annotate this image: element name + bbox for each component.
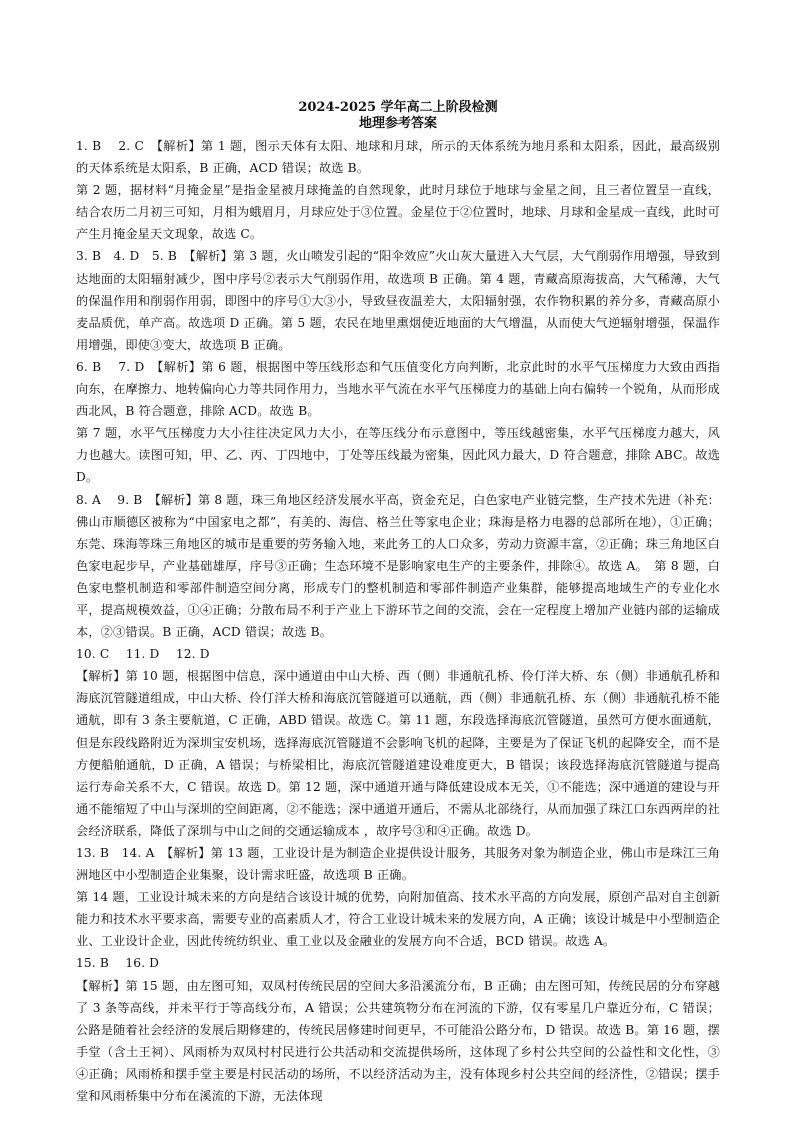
- paragraph: 8. A 9. B 【解析】第 8 题，珠三角地区经济发展水平高，资金充足，白色家电产业链完整，生产技术先进（补充：佛山市顺德区被称为“中国家电之都”，有美的、海信、格兰仕等家电企业；珠海是格力电器的总部所在地），①正确；东莞、珠海等珠三角地区的城市是重要的劳务输入地，来此务工的人口众多，劳动力资源丰富，②正确；珠三角地区白色家电起步早，产业基础雄厚，序号③正确；生态环境不是影响家电生产的主要条件，排除④。故选 A。 第 8 题，白色家电整机制造和零部件制造空间分离，形成专门的整机制造和零部件制造产业集群，能够提高地域生产的专业化水平，提高规模效益，①④正确；分散布局不利于产业上下游环节之间的交流，会在一定程度上增加产业链内部的运输成本，②③错误。B 正确，ACD 错误；故选 B。: [76, 492, 720, 640]
- paragraph: 【解析】第 10 题，根据图中信息，深中通道由中山大桥、西（侧）非通航孔桥、伶仃洋大桥、东（侧）非通航孔桥和海底沉管隧道组成，中山大桥、伶仃洋大桥和海底沉管隧道可以通航，西（侧）非通航孔桥、东（侧）非通航孔桥不能通航，即有 3 条主要航道，C 正确，ABD 错误。故选 C。第 11 题，东段选择海底沉管隧道，虽然可方便水面通航，但是东段线路附近为深圳宝安机场，选择海底沉管隧道不会影响飞机的起降，主要是为了保证飞机的起降安全，而不是方便船舶通航，D 正确，A 错误；与桥梁相比，海底沉管隧道建设难度更大，B 错误；该段选择海底沉管隧道与提高运行寿命关系不大，C 错误。故选 D。第 12 题，深中通道开通与降低建设成本无关，①不能选；深中通道的建设与开通不能缩短了中山与深圳的空间距离，②不能选；深中通道开通后，不需从北部绕行，从而加强了珠江口东西两岸的社会经济联系，降低了深圳与中山之间的交通运输成本 ，故序号③和④正确。故选 D。: [76, 669, 720, 838]
- paragraph: 第 2 题，据材料“月掩金星”是指金星被月球掩盖的自然现象，此时月球位于地球与金星之间，且三者位置呈一直线，结合农历二月初三可知，月相为蛾眉月，月球应处于③位置。金星位于②位置时，地球、月球和金星成一直线，此时可产生月掩金星天文现象，故选 C。: [76, 183, 720, 242]
- document-body: [76, 135, 720, 1107]
- document-subtitle: 地理参考答案: [358, 116, 437, 131]
- paragraph: 第 7 题，水平气压梯度力大小往往决定风力大小，在等压线分布示意图中，等压线越密集，水平气压梯度力越大，风力也越大。读图可知，甲、乙、丙、丁四地中，丁处等压线最为密集，因此风力最大，D 符合题意，排除 ABC。故选 D。: [76, 426, 720, 485]
- paragraph: 第 14 题，工业设计城未来的方向是结合该设计城的优势，向附加值高、技术水平高的方向发展，原创产品对自主创新能力和技术水平要求高，需要专业的高素质人才，符合工业设计城未来的发展方向，A 正确；该设计城是中小型制造企业、工业设计企业，因此传统纺织业、重工业以及金融业的发展方向不合适，BCD 错误。故选 A。: [76, 890, 720, 949]
- paragraph: 【解析】第 15 题，由左图可知，双凤村传统民居的空间大多沿溪流分布，B 正确；由左图可知，传统民居的分布穿越了 3 条等高线，并未平行于等高线分布，A 错误；公共建筑物分布在河流的下游，仅有零星几户靠近分布，C 错误；公路是随着社会经济的发展后期修建的，传统民居修建时间更早，不可能沿公路分布，D 错误。故选 B。第 16 题，摆手堂（含土王祠）、风雨桥为双凤村村民进行公共活动和交流提供场所，这体现了乡村公共空间的公益性和文化性，③④正确；风雨桥和摆手堂主要是村民活动的场所，不以经济活动为主，没有体现乡村公共空间的经济性，②错误；摆手堂和风雨桥集中分布在溪流的下游，无法体现: [76, 978, 720, 1104]
- paragraph: 1. B 2. C 【解析】第 1 题，图示天体有太阳、地球和月球，所示的天体系统为地月系和太阳系，因此，最高级别的天体系统是太阳系，B 正确，ACD 错误；故选 B。: [76, 139, 720, 176]
- paragraph: 3. B 4. D 5. B 【解析】第 3 题，火山喷发引起的“阳伞效应”火山灰大量进入大气层，大气削弱作用增强，导致到达地面的太阳辐射减少，图中序号②表示大气削弱作用，故选项 B 正确。第 4 题，青藏高原海拔高，大气稀薄，大气的保温作用和削弱作用弱，即图中的序号①大③小，导致昼夜温差大，太阳辐射强，农作物积累的养分多，青藏高原小麦品质优，单产高。故选项 D 正确。第 5 题，农民在地里熏烟使近地面的大气增温，从而使大气逆辐射增强，保温作用增强，即使③变大，故选项 B 正确。: [76, 249, 720, 352]
- paragraph: 6. B 7. D 【解析】第 6 题，根据图中等压线形态和气压值变化方向判断，北京此时的水平气压梯度力大致由西指向东，在摩擦力、地转偏向心力等共同作用力，当地水平气流在水平气压梯度力的基础上向右偏转一个锐角，从而形成西北风，B 符合题意，排除 ACD。故选 B。: [76, 359, 720, 419]
- document-title: 2024-2025 学年高二上阶段检测: [298, 100, 498, 115]
- paragraph: 15. B 16. D: [76, 956, 160, 971]
- paragraph: 13. B 14. A 【解析】第 13 题，工业设计是为制造企业提供设计服务，其服务对象为制造企业，佛山市是珠江三角洲地区中小型制造企业集聚，设计需求旺盛，故选项 B 正确。: [76, 846, 720, 883]
- paragraph: 10. C 11. D 12. D: [76, 647, 210, 662]
